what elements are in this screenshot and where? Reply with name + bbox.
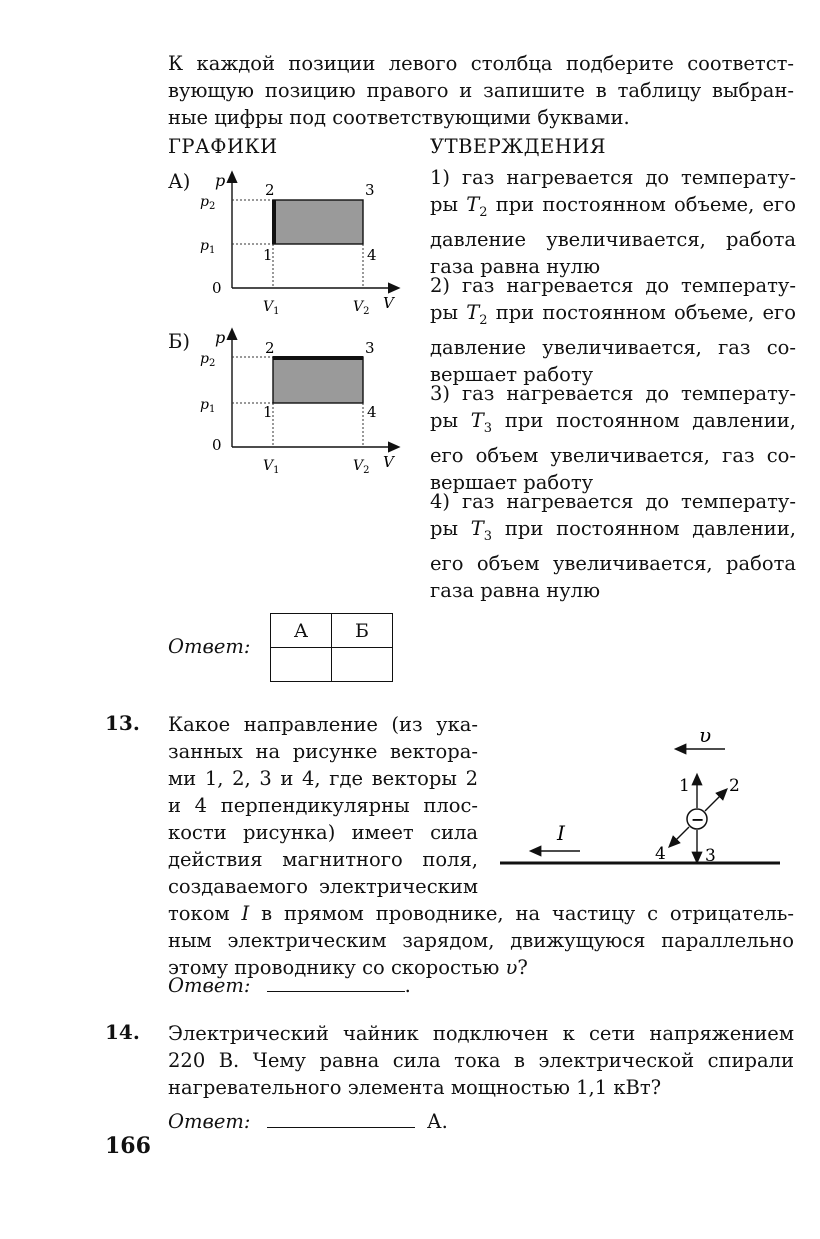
cycle-rectangle [273,357,363,403]
statement-2: 2) газ нагревается до температу- ры $T_2$ при постоянном объеме, его давление увеличивается, газ со- вершает работу [430,274,796,386]
origin-label: 0 [212,436,222,454]
question-13-text-wide: током I в прямом проводнике, на частицу с отрицатель- ным электрическим зарядом, движущуюся параллельно этому проводнику со скоростью υ? [168,902,794,979]
p1-label: $p_1$ [200,397,216,415]
answer-header-b: Б [332,614,393,648]
intro-line: К каждой позиции левого столбца подберите соответст- [168,52,794,75]
v1-label: $V_1$ [263,458,280,475]
charge-sign: − [691,810,705,829]
answer-cell-b[interactable] [332,648,393,682]
vector-2-label: 2 [729,776,740,796]
v-axis-label: V [383,294,394,312]
graphs-header: ГРАФИКИ [168,135,278,158]
graph-b [195,325,410,475]
cycle-rectangle [273,200,363,244]
question-13-answer: Ответ: . [168,974,411,997]
statement-3: 3) газ нагревается до температу- ры $T_3$ при постоянном давлении, его объем увеличивается, газ со- вершает работу [430,382,796,494]
vector-4-label: 4 [655,844,666,864]
answer-table [270,613,393,682]
vector-2-arrow [705,791,725,811]
point-2-label: 2 [265,339,275,357]
question-13-text-narrow: Какое направление (из ука- занных на рисунке вектора- ми 1, 2, 3 и 4, где векторы 2 и 4 перпендикулярны плос- кости рисунка) имеет сила действия магнитного поля, создаваемого электрическим [168,713,478,898]
v-axis-label: V [383,453,394,471]
p-axis-label: p [215,328,226,347]
graph-a [195,168,410,318]
intro-line: ные цифры под соответствующими буквами. [168,106,630,129]
point-4-label: 4 [367,403,377,421]
graph-b-letter: Б) [168,330,190,353]
p1-label: $p_1$ [200,238,216,256]
v2-label: $V_2$ [353,299,370,317]
answer-label: Ответ: [168,974,251,997]
v1-label: $V_1$ [263,299,280,317]
answer-blank[interactable] [267,1127,415,1128]
question-13-number: 13. [105,711,140,735]
answer-label: Ответ: [168,1110,251,1133]
answer-header-a: А [271,614,332,648]
p2-label: $p_2$ [200,194,216,212]
question-13-figure [495,715,800,885]
vector-3-label: 3 [705,846,716,866]
answer-blank[interactable] [267,991,405,992]
intro-line: вующую позицию правого и запишите в таблицу выбран- [168,79,794,102]
point-2-label: 2 [265,181,275,199]
question-14-number: 14. [105,1020,140,1044]
vector-4-arrow [671,827,689,845]
vector-1-label: 1 [679,776,690,796]
answer-cell-a[interactable] [271,648,332,682]
point-3-label: 3 [365,339,375,357]
graph-a-letter: А) [168,170,191,193]
point-3-label: 3 [365,181,375,199]
intro-paragraph [168,50,794,131]
point-1-label: 1 [263,403,273,421]
statement-4: 4) газ нагревается до температу- ры $T_3$ при постоянном давлении, его объем увеличивается, работа газа равна нулю [430,490,796,602]
point-4-label: 4 [367,246,377,264]
question-14-text: Электрический чайник подключен к сети напряжением 220 В. Чему равна сила тока в электрической спирали нагревательного элемента мощностью 1,1 кВт? [168,1022,794,1099]
statement-1: 1) газ нагревается до температу- ры $T_2$ при постоянном объеме, его давление увеличивается, работа газа равна нулю [430,166,796,278]
v2-label: $V_2$ [353,458,370,475]
point-1-label: 1 [263,246,273,264]
current-label: I [557,821,565,845]
statements-header: УТВЕРЖДЕНИЯ [430,135,607,158]
question-14-answer: Ответ: А. [168,1110,448,1133]
page-number: 166 [105,1133,151,1159]
origin-label: 0 [212,279,222,297]
velocity-label: υ [699,723,712,747]
p-axis-label: p [215,171,226,190]
p2-label: $p_2$ [200,351,216,369]
answer-label: Ответ: [168,635,251,658]
